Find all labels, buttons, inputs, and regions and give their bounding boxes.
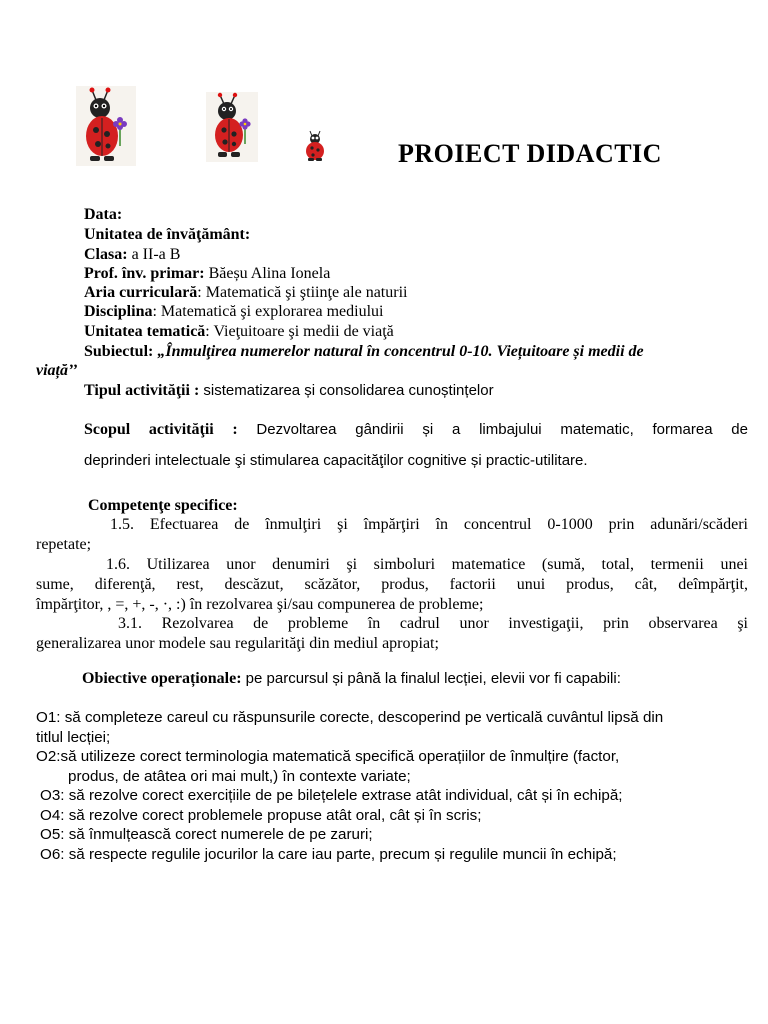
data-line [84, 205, 122, 224]
objective-o1-line-2: titlul lecției; [36, 729, 111, 746]
aria-label: Aria curriculară [84, 284, 198, 301]
tipul-line [84, 381, 494, 400]
scopul-line-2: deprinderi intelectuale şi stimularea capacităţilor cognitive și practic-utilitare. [84, 452, 588, 469]
prof-label: Prof. înv. primar: [84, 265, 205, 282]
subiectul-line [84, 342, 644, 361]
subiectul-label: Subiectul: [84, 343, 158, 360]
objective-o2-line-1: O2:să utilizeze corect terminologia matematică specifică operațiilor de înmulțire (factor, [36, 748, 620, 765]
obiective-line [82, 669, 621, 688]
subiectul-value: „Înmulţirea numerelor natural în concentrul 0-10. Viețuitoare și medii de [157, 343, 644, 360]
obiective-label: Obiective operaționale: [82, 670, 242, 687]
aria-line [84, 283, 407, 302]
obiective-intro: pe parcursul și până la finalul lecției, elevii vor fi capabili: [241, 670, 621, 687]
objective-o5: O5: să înmulțească corect numerele de pe zaruri; [40, 826, 373, 843]
objective-o6: O6: să respecte regulile jocurilor la care iau parte, precum și regulile muncii în echipă; [40, 846, 617, 863]
competenta-1-5-line-1: 1.5. Efectuarea de înmulţiri şi împărţiri în concentrul 0-1000 prin adunări/scăderi [110, 516, 748, 533]
data-label: Data: [84, 206, 123, 223]
prof-line [84, 264, 330, 283]
ladybug-small [302, 130, 330, 162]
competente-heading: Competenţe specifice: [88, 497, 238, 514]
clasa-value: a II-a B [127, 246, 181, 263]
subiectul-line-2 [36, 361, 77, 380]
competenta-1-5-line-2: repetate; [36, 536, 92, 553]
objective-o2-line-2: produs, de atâtea ori mai mult,) în contexte variate; [68, 768, 411, 785]
tipul-label: Tipul activităţii : [84, 382, 200, 399]
competenta-3-1-line-1: 3.1. Rezolvarea de probleme în cadrul unor investigaţii, prin observarea şi [118, 615, 748, 632]
disciplina-line [84, 302, 384, 321]
ladybug-with-flower-2 [206, 92, 258, 162]
objective-o4: O4: să rezolve corect problemele propuse atât oral, cât și în scris; [40, 807, 482, 824]
disciplina-label: Disciplina [84, 303, 153, 320]
ladybug-with-flower-1 [76, 86, 136, 166]
unitatea-tematica-line [84, 322, 394, 341]
clasa-line [84, 245, 180, 264]
prof-value: Băeșu Alina Ionela [204, 265, 331, 282]
scopul-line-1 [84, 420, 748, 439]
tipul-value: sistematizarea și consolidarea cunoștințelor [199, 382, 494, 399]
unitatea-label: Unitatea de învăţământ: [84, 226, 251, 243]
unitatea-tematica-label: Unitatea tematică [84, 323, 206, 340]
page-title: PROIECT DIDACTIC [398, 139, 662, 168]
clasa-label: Clasa: [84, 246, 128, 263]
unitatea-tematica-value: : Vieţuitoare şi medii de viaţă [205, 323, 394, 340]
competenta-1-6-line-2: sume, diferenţă, rest, descăzut, scăzător, produs, factorii unui produs, cât, deîmpărţit, [36, 576, 748, 593]
aria-value: : Matematică şi ştiinţe ale naturii [197, 284, 408, 301]
disciplina-value: : Matematică şi explorarea mediului [152, 303, 384, 320]
competenta-1-6-line-1: 1.6. Utilizarea unor denumiri şi simboluri matematice (sumă, total, termenii unei [106, 556, 748, 573]
competenta-1-6-line-3: împărţitor, , =, +, -, ·, :) în rezolvarea şi/sau compunerea de probleme; [36, 596, 484, 613]
objective-o3: O3: să rezolve corect exercițiile de pe bilețelele extrase atât individual, cât și în echipă; [40, 787, 623, 804]
subiectul-value-2: viață’’ [36, 362, 78, 379]
scopul-label: Scopul activităţii : [84, 421, 238, 438]
scopul-text-1: Dezvoltarea gândirii și a limbajului matematic, formarea de [237, 421, 748, 438]
unitatea-line [84, 225, 250, 244]
objective-o1-line-1: O1: să completeze careul cu răspunsurile corecte, descoperind pe verticală cuvântul lipsă din [36, 709, 664, 726]
competenta-3-1-line-2: generalizarea unor modele sau regularităţi din mediul apropiat; [36, 635, 439, 652]
